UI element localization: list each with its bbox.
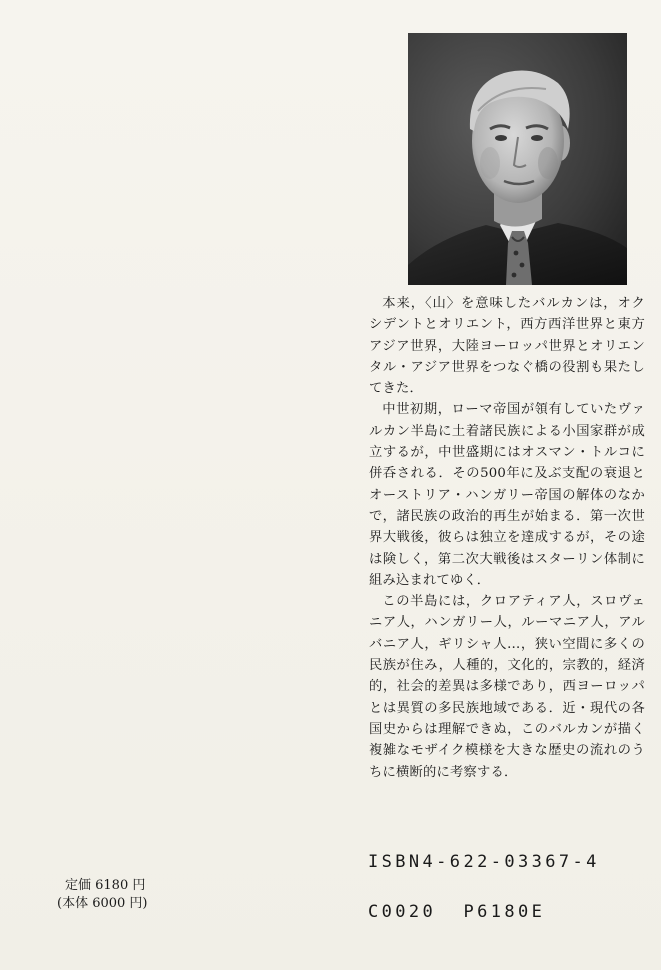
book-description — [369, 293, 645, 783]
description-paragraph: この半島には，クロアティア人，スロヴェニア人，ハンガリー人，ルーマニア人，アルバニア人，ギリシャ人…，狭い空間に多くの民族が住み，人種的，文化的，宗教的，経済的，社会的差異は多様であり，西ヨーロッパとは異質の多民族地域である．近・現代の各国史からは理解できぬ，このバルカンが描く複雑なモザイク模様を大きな歴史の流れのうちに横断的に考察する． — [369, 594, 645, 780]
isbn-code: ISBN4-622-03367-4 — [368, 852, 600, 872]
description-paragraph: 中世初期，ローマ帝国が領有していたヴァルカン半島に土着諸民族による小国家群が成立するが，中世盛期にはオスマン・トルコに併呑される．その500年に及ぶ支配の衰退とオーストリア・ハンガリー帝国の解体のなかで，諸民族の政治的再生が始まる．第一次世界大戦後，彼らは独立を達成するが，その途は険しく，第二次大戦後はスターリン体制に組み込まれてゆく． — [369, 402, 645, 588]
classification-code: C0020 P6180E — [368, 902, 546, 922]
author-photo — [408, 33, 627, 285]
base-price: (本体 6000 円) — [57, 896, 148, 911]
list-price: 定価 6180 円 — [65, 878, 146, 893]
description-paragraph: 本来，〈山〉を意味したバルカンは，オクシデントとオリエント，西方西洋世界と東方アジア世界，大陸ヨーロッパ世界とオリエンタル・アジア世界をつなぐ橋の役割も果たしてきた． — [369, 296, 645, 397]
book-codes — [368, 852, 600, 922]
price-block — [57, 877, 148, 913]
